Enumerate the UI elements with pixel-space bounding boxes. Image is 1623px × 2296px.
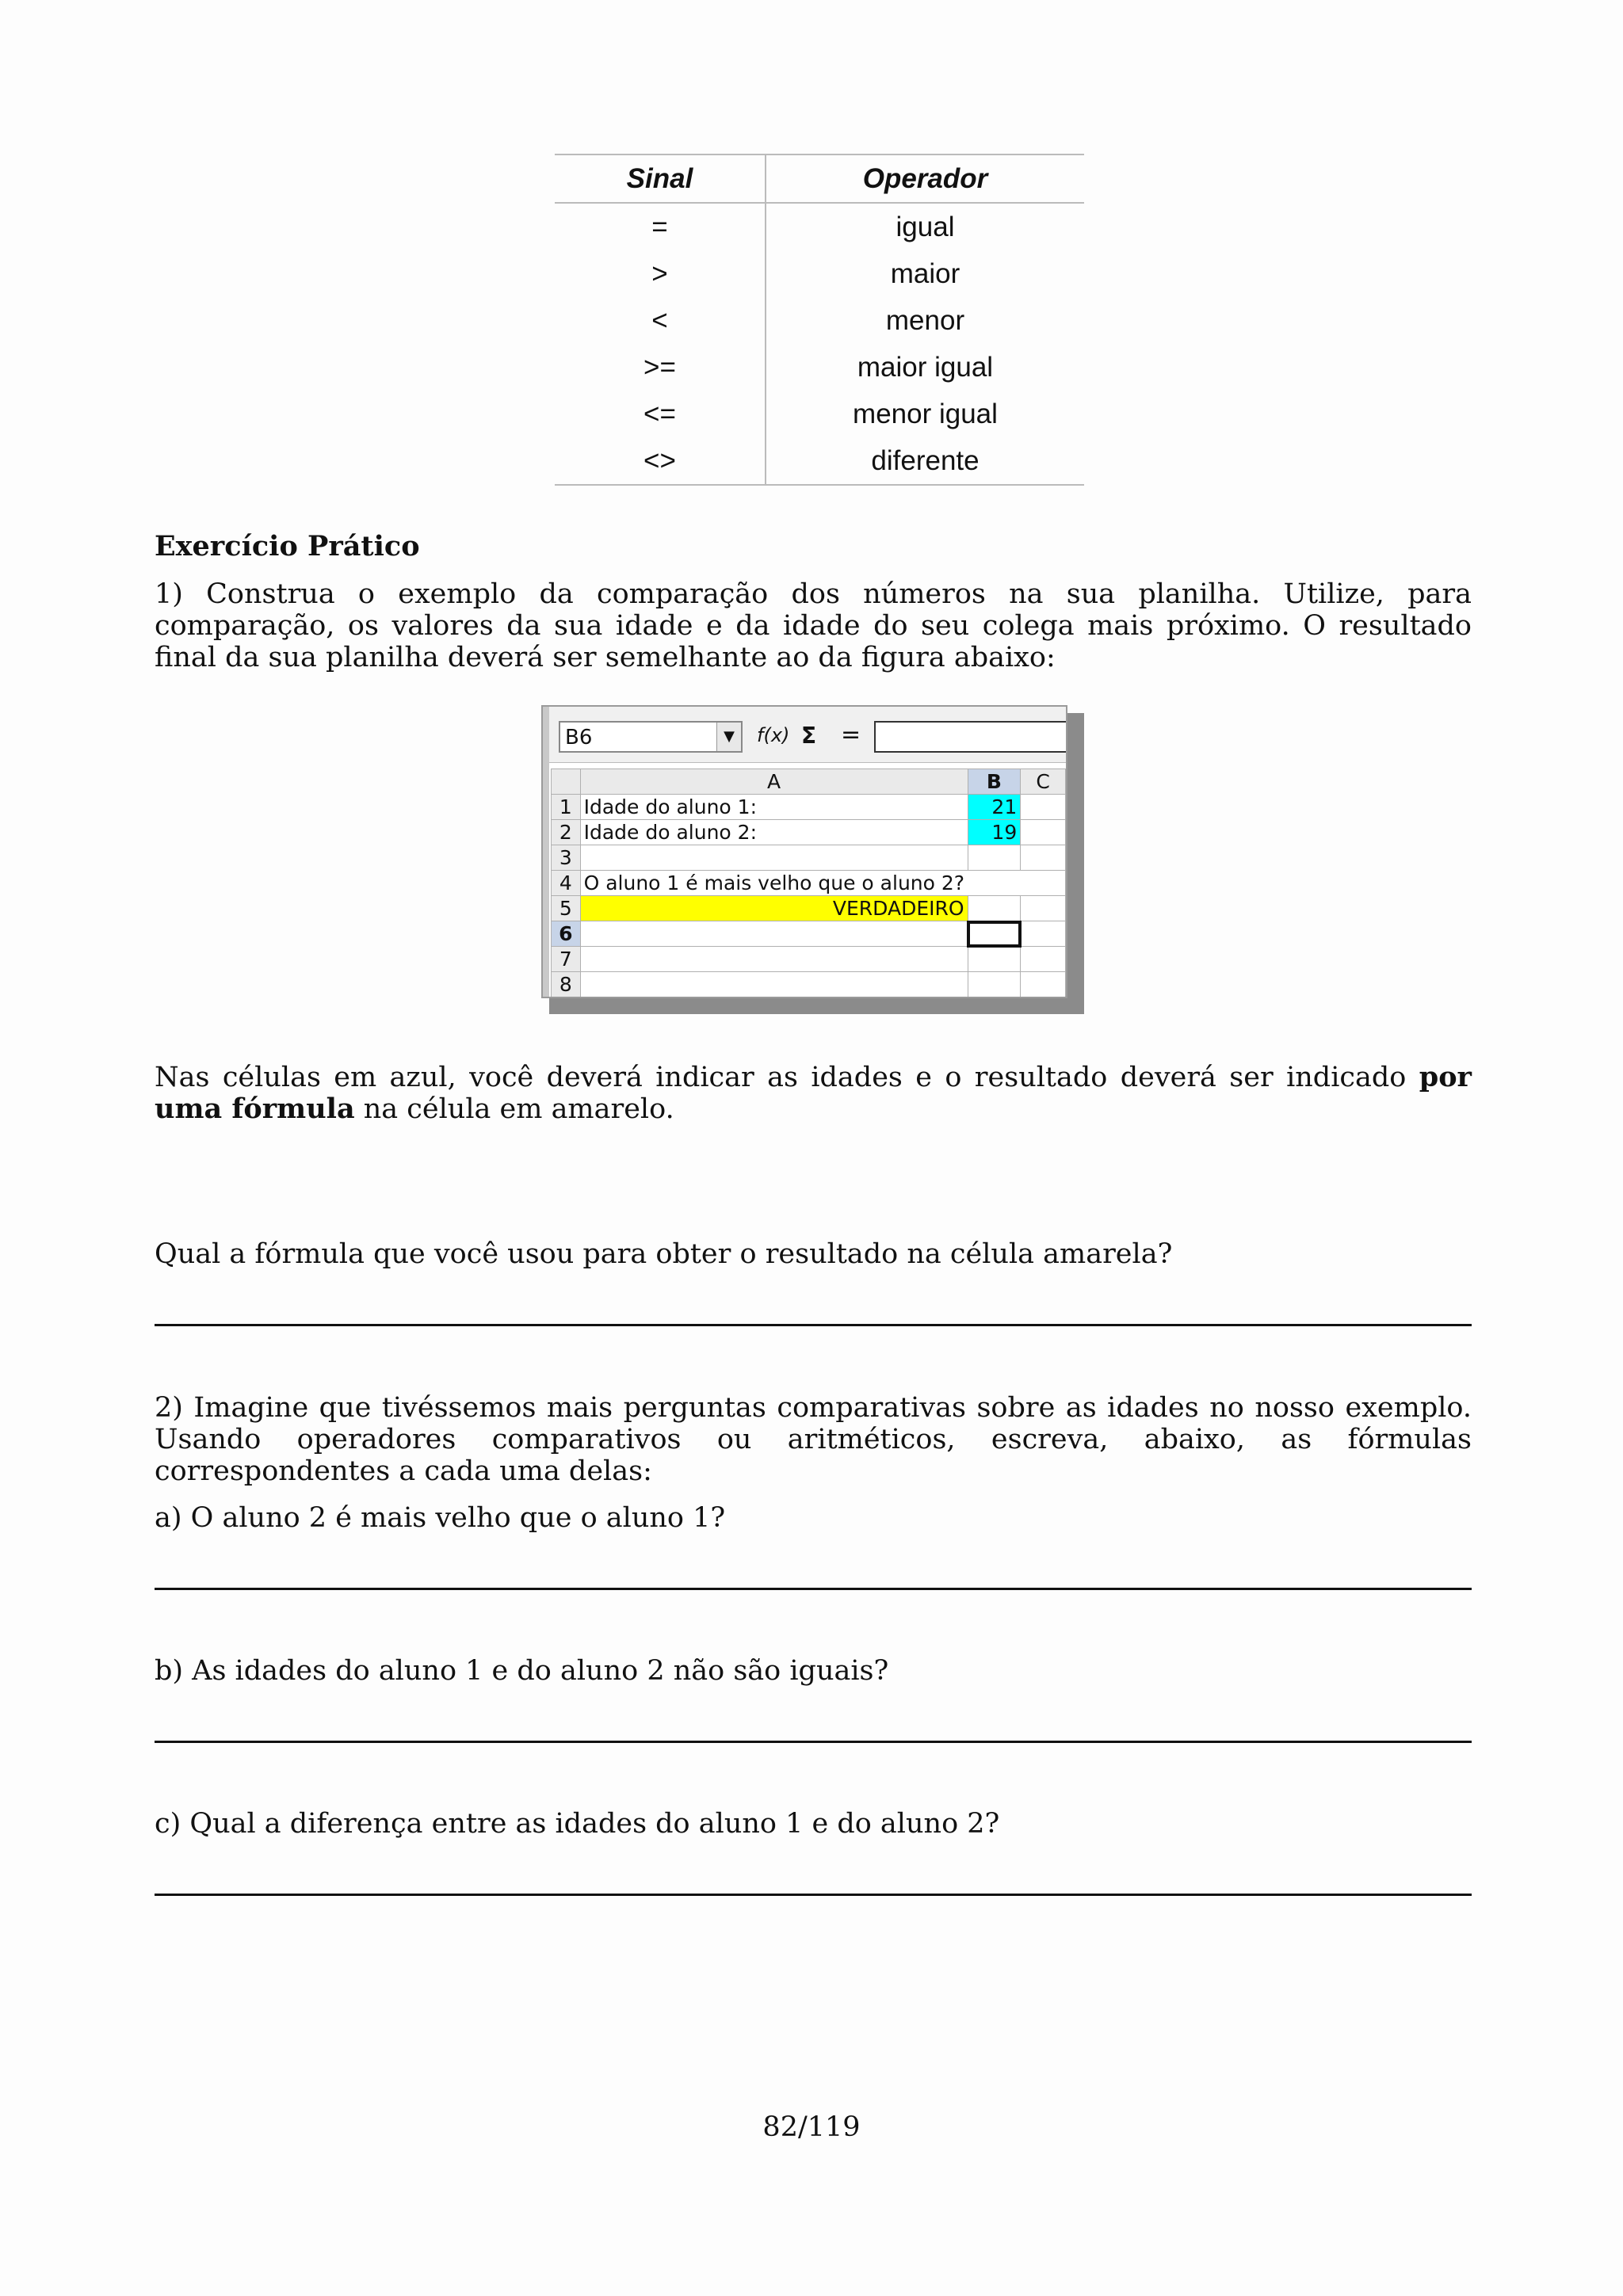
column-header-row — [552, 769, 1066, 795]
operator-table — [555, 154, 1084, 486]
cell-a6[interactable] — [580, 921, 968, 947]
sheet-row — [552, 871, 1066, 896]
sheet-row — [552, 820, 1066, 845]
cell-a8[interactable] — [580, 972, 968, 997]
operator-cell: maior igual — [857, 351, 994, 383]
table-row — [555, 437, 1084, 485]
row-header[interactable]: 3 — [552, 845, 581, 871]
window-edge — [543, 707, 549, 997]
cell-b5[interactable] — [968, 896, 1021, 921]
operator-cell: menor — [885, 304, 965, 336]
chevron-down-icon[interactable]: ▼ — [716, 723, 741, 751]
answer-line-1[interactable] — [155, 1324, 1472, 1326]
cell-c5[interactable] — [1021, 896, 1066, 921]
name-box-value: B6 — [565, 726, 593, 749]
sheet-row — [552, 795, 1066, 820]
cell-c7[interactable] — [1021, 947, 1066, 972]
spreadsheet-figure — [541, 705, 1067, 998]
table-row — [555, 250, 1084, 297]
table-row — [555, 297, 1084, 344]
row-header[interactable]: 2 — [552, 820, 581, 845]
cell-c6[interactable] — [1021, 921, 1066, 947]
sign-cell: <> — [555, 437, 766, 485]
note-paragraph — [155, 1062, 1472, 1125]
formula-question: Qual a fórmula que você usou para obter o resultado na célula amarela? — [155, 1238, 1173, 1270]
cell-b7[interactable] — [968, 947, 1021, 972]
answer-line-2c[interactable] — [155, 1894, 1472, 1896]
cell-b8[interactable] — [968, 972, 1021, 997]
note-text-1: Nas células em azul, você deverá indicar as idades e o resultado deverá ser indicado — [155, 1062, 1419, 1093]
cell-b3[interactable] — [968, 845, 1021, 871]
table-row — [555, 203, 1084, 250]
note-text-2: na célula em amarelo. — [354, 1093, 674, 1125]
sign-cell: < — [555, 297, 766, 344]
answer-line-2b[interactable] — [155, 1741, 1472, 1743]
column-header-c[interactable]: C — [1021, 769, 1066, 795]
cell-b2[interactable]: 19 — [968, 820, 1021, 845]
sum-icon[interactable]: Σ — [801, 723, 817, 749]
sheet-row — [552, 845, 1066, 871]
sign-cell: >= — [555, 344, 766, 391]
cell-c8[interactable] — [1021, 972, 1066, 997]
question-2a: a) O aluno 2 é mais velho que o aluno 1? — [155, 1502, 726, 1534]
operator-cell: maior — [890, 257, 960, 289]
row-header[interactable]: 7 — [552, 947, 581, 972]
sign-cell: <= — [555, 391, 766, 437]
sheet-row — [552, 896, 1066, 921]
name-box[interactable] — [559, 721, 743, 753]
page-number: 82/119 — [762, 2111, 861, 2143]
cell-b1[interactable]: 21 — [968, 795, 1021, 820]
table-row — [555, 344, 1084, 391]
cell-a5[interactable]: VERDADEIRO — [580, 896, 968, 921]
formula-input[interactable] — [874, 721, 1067, 753]
operator-cell: diferente — [871, 444, 980, 476]
sheet-row — [552, 972, 1066, 997]
column-header-b[interactable]: B — [968, 769, 1021, 795]
operator-table-header — [555, 154, 1084, 203]
cell-b6-active[interactable] — [968, 921, 1021, 947]
cell-a1[interactable]: Idade do aluno 1: — [580, 795, 968, 820]
cell-a4[interactable] — [580, 871, 968, 896]
table-row — [555, 391, 1084, 437]
question-2c: c) Qual a diferença entre as idades do aluno 1 e do aluno 2? — [155, 1808, 1000, 1840]
row-header[interactable]: 1 — [552, 795, 581, 820]
sign-cell: = — [555, 203, 766, 250]
row-header[interactable]: 6 — [552, 921, 581, 947]
sheet-grid — [551, 769, 1066, 997]
sign-cell: > — [555, 250, 766, 297]
sheet-row — [552, 921, 1066, 947]
row-header[interactable]: 8 — [552, 972, 581, 997]
row-header[interactable]: 4 — [552, 871, 581, 896]
header-sinal: Sinal — [555, 154, 766, 203]
header-operador: Operador — [862, 162, 988, 194]
cell-c3[interactable] — [1021, 845, 1066, 871]
cell-c2[interactable] — [1021, 820, 1066, 845]
cell-a4-text: O aluno 1 é mais velho que o aluno 2? — [583, 871, 965, 894]
exercise-heading: Exercício Prático — [155, 530, 420, 563]
question-1: 1) Construa o exemplo da comparação dos números na sua planilha. Utilize, para comparação, os valores da sua idade e da idade do seu colega mais próximo. O resultado final da sua planilha deverá ser semelhante ao da figura abaixo: — [155, 578, 1472, 673]
cell-b4[interactable] — [968, 871, 1021, 896]
cell-c4[interactable] — [1021, 871, 1066, 896]
note-bold: por uma fórmula — [155, 1061, 1472, 1125]
operator-cell: menor igual — [853, 398, 998, 429]
operator-cell: igual — [896, 211, 955, 242]
row-header[interactable]: 5 — [552, 896, 581, 921]
column-header-a[interactable]: A — [580, 769, 968, 795]
function-wizard-icon[interactable]: f(x) — [757, 724, 790, 746]
question-2b: b) As idades do aluno 1 e do aluno 2 não são iguais? — [155, 1655, 889, 1687]
sheet-row — [552, 947, 1066, 972]
question-2: 2) Imagine que tivéssemos mais perguntas comparativas sobre as idades no nosso exemplo. Usando operadores comparativos ou aritméticos, escreva, abaixo, as fórmulas correspondentes a cada uma delas: — [155, 1392, 1472, 1487]
formula-icon[interactable]: = — [841, 721, 861, 749]
answer-line-2a[interactable] — [155, 1588, 1472, 1590]
cell-a2[interactable]: Idade do aluno 2: — [580, 820, 968, 845]
cell-a3[interactable] — [580, 845, 968, 871]
corner-cell[interactable] — [552, 769, 581, 795]
cell-a7[interactable] — [580, 947, 968, 972]
cell-c1[interactable] — [1021, 795, 1066, 820]
formula-bar — [549, 707, 1066, 763]
